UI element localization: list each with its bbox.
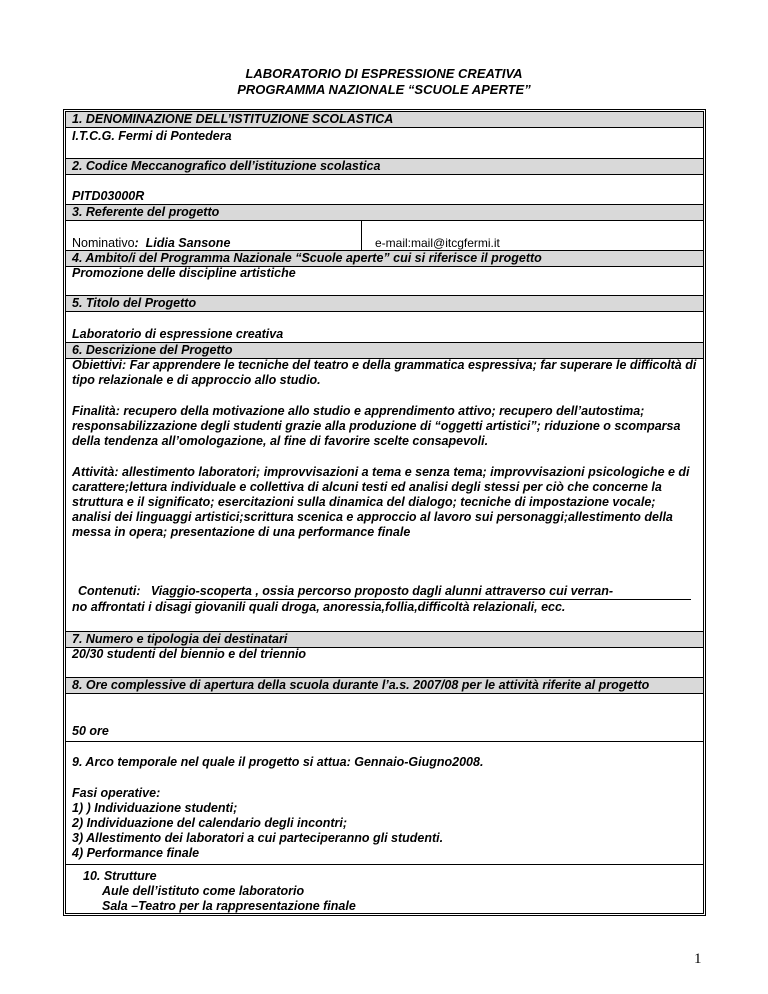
nominativo-value: Lidia Sansone — [145, 236, 231, 250]
strutture-item-1: Aule dell’istituto come laboratorio — [102, 884, 305, 898]
document-title-line2: PROGRAMMA NAZIONALE “SCUOLE APERTE” — [237, 82, 531, 97]
section-6-obiettivi: Obiettivi: Far apprendere le tecniche del teatro e della grammatica espressiva; far superare le difficoltà di tipo relazionale e di approccio allo studio. — [72, 358, 697, 387]
section-4-heading: 4. Ambito/i del Programma Nazionale “Scuole aperte” cui si riferisce il progetto — [66, 250, 703, 267]
fasi-item-1: 1) ) Individuazione studenti; — [72, 801, 238, 815]
section-8-heading: 8. Ore complessive di apertura della scuola durante l’a.s. 2007/08 per le attività riferite al progetto — [66, 677, 703, 694]
contenuti-line2: no affrontati i disagi giovanili quali droga, anoressia,follia,difficoltà relazionali, ecc. — [72, 600, 566, 614]
section-9-heading: 9. Arco temporale nel quale il progetto si attua: Gennaio-Giugno2008. — [72, 755, 484, 769]
section-6-heading: 6. Descrizione del Progetto — [66, 342, 703, 359]
strutture-item-2: Sala –Teatro per la rappresentazione finale — [102, 899, 356, 913]
section-6-contenuti — [78, 584, 697, 599]
referente-divider — [361, 220, 362, 251]
referente-email: e-mail:mail@itcgfermi.it — [375, 236, 500, 250]
section-7-heading: 7. Numero e tipologia dei destinatari — [66, 631, 703, 648]
contenuti-label: Contenuti: — [78, 584, 141, 598]
section-7-value: 20/30 studenti del biennio e del triennio — [72, 647, 307, 661]
section-4-value: Promozione delle discipline artistiche — [72, 266, 296, 280]
project-form — [63, 109, 706, 916]
nominativo-separator: : — [134, 236, 139, 250]
fasi-title: Fasi operative: — [72, 786, 161, 800]
fasi-item-3: 3) Allestimento dei laboratori a cui parteciperanno gli studenti. — [72, 831, 444, 845]
fasi-item-4: 4) Performance finale — [72, 846, 200, 860]
section-5-value: Laboratorio di espressione creativa — [72, 327, 284, 341]
referente-nominativo — [72, 236, 342, 251]
section-2-value: PITD03000R — [72, 189, 145, 203]
section-1-heading: 1. DENOMINAZIONE DELL’ISTITUZIONE SCOLASTICA — [66, 112, 703, 128]
section-1-value: I.T.C.G. Fermi di Pontedera — [72, 129, 232, 143]
section-5-heading: 5. Titolo del Progetto — [66, 295, 703, 312]
fasi-item-2: 2) Individuazione del calendario degli incontri; — [72, 816, 348, 830]
nominativo-label: Nominativo — [72, 236, 135, 250]
section-3-heading: 3. Referente del progetto — [66, 204, 703, 221]
contenuti-line1: Viaggio-scoperta , ossia percorso proposto dagli alunni attraverso cui verran- — [150, 584, 614, 598]
section-6-attivita: Attività: allestimento laboratori; improvvisazioni a tema e senza tema; improvvisazioni psicologiche e di carattere;lettura individuale e collettiva di alcuni testi ed analisi degli stessi per ciò che concerne la struttura e il significato; esercitazioni sulla dinamica del dialogo; tecniche di impostazione vocale; analisi dei linguaggi artistici;scrittura scenica e approccio al lavoro sui personaggi;allestimento della messa in opera; presentazione di una performance finale — [72, 465, 690, 539]
section-8-value: 50 ore — [72, 724, 109, 738]
page-number: 1 — [694, 951, 702, 967]
section-6-finalita: Finalità: recupero della motivazione allo studio e apprendimento attivo; recupero dell’autostima; responsabilizzazione degli studenti grazie alla produzione di “oggetti artistici”; riduzione o scomparsa della tendenza all’omologazione, al fine di favorire scelte consapevoli. — [72, 404, 681, 448]
section-10-heading: 10. Strutture — [83, 869, 157, 883]
section-2-heading: 2. Codice Meccanografico dell’istituzione scolastica — [66, 158, 703, 175]
section-9-divider — [66, 741, 703, 743]
section-10-divider — [66, 864, 703, 866]
document-title-line1: LABORATORIO DI ESPRESSIONE CREATIVA — [245, 66, 523, 81]
